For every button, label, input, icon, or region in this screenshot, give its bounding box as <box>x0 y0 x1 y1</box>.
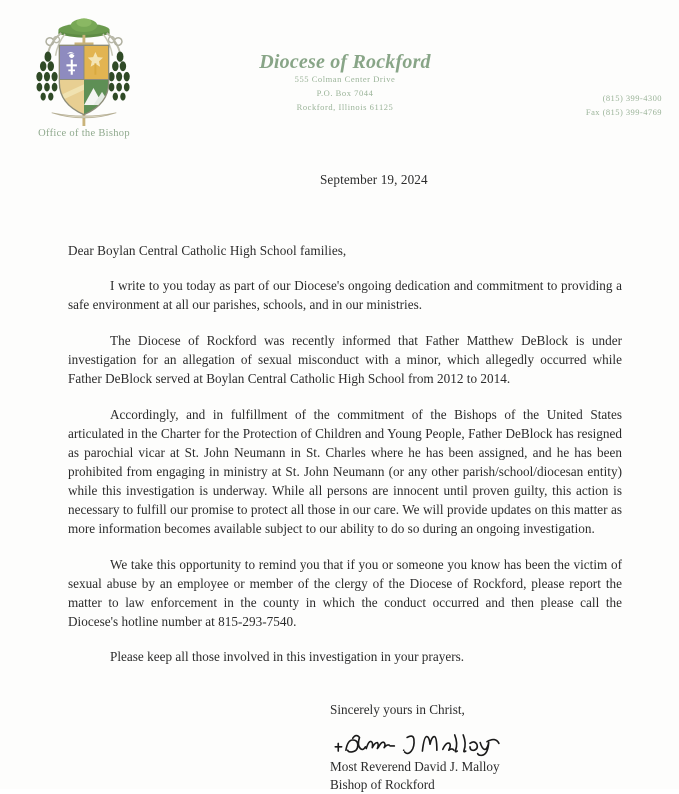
address-city-state-zip: Rockford, Illinois 61125 <box>296 101 394 112</box>
handwritten-signature-icon <box>334 723 530 757</box>
phone-number: (815) 399-4300 <box>602 93 662 103</box>
signature-block <box>68 702 622 794</box>
masthead <box>215 52 475 114</box>
fax-number: Fax (815) 399-4769 <box>585 107 662 118</box>
crest-block <box>14 14 154 139</box>
address-po-box: P.O. Box 7044 <box>316 87 374 98</box>
paragraph-5: Please keep all those involved in this investigation in your prayers. <box>110 649 465 664</box>
paragraph-4: We take this opportunity to remind you that if you or someone you know has been the victim of sexual abuse by an employee or member of the clergy of the Diocese of Rockford, please report the matter to law enforcement in the county in which the conduct occurred and then please call the Diocese's hotline number at 815-293-7540. <box>68 557 622 629</box>
paragraph-3: Accordingly, and in fulfillment of the commitment of the Bishops of the United States articulated in the Charter for the Protection of Children and Young People, Father DeBlock has resigned as parochial vicar at St. John Neumann in St. Charles where he has been assigned, and he has been prohibited from engaging in ministry at St. John Neumann (or any other parish/school/diocesan entity) while this investigation is underway. While all persons are innocent until proven guilty, this action is necessary to fulfill our promise to protect all those in our care. We will provide updates on this matter as more information becomes available subject to our ability to do so during an ongoing investigation. <box>68 407 622 536</box>
paragraph-2: The Diocese of Rockford was recently informed that Father Matthew DeBlock is under investigation for an allegation of sexual misconduct with a minor, which allegedly occurred while Father DeBlock served at Boylan Central Catholic High School from 2012 to 2014. <box>68 333 622 386</box>
paragraph-1: I write to you today as part of our Diocese's ongoing dedication and commitment to providing a safe environment at all our parishes, schools, and in our ministries. <box>68 278 622 312</box>
salutation: Dear Boylan Central Catholic High School families, <box>68 243 347 258</box>
office-of-the-bishop-label: Office of the Bishop <box>38 128 130 139</box>
signer-title: Bishop of Rockford <box>330 776 435 792</box>
letterhead <box>0 0 679 158</box>
address-street: 555 Colman Center Drive <box>294 74 396 84</box>
contact-block <box>586 91 662 119</box>
bishop-coat-of-arms-icon <box>25 14 143 126</box>
diocese-name: Diocese of Rockford <box>259 51 431 73</box>
letter-body <box>0 158 679 794</box>
closing-line: Sincerely yours in Christ, <box>330 702 465 717</box>
signer-name: Most Reverend David J. Malloy <box>330 759 500 774</box>
letter-date: September 19, 2024 <box>320 172 428 187</box>
